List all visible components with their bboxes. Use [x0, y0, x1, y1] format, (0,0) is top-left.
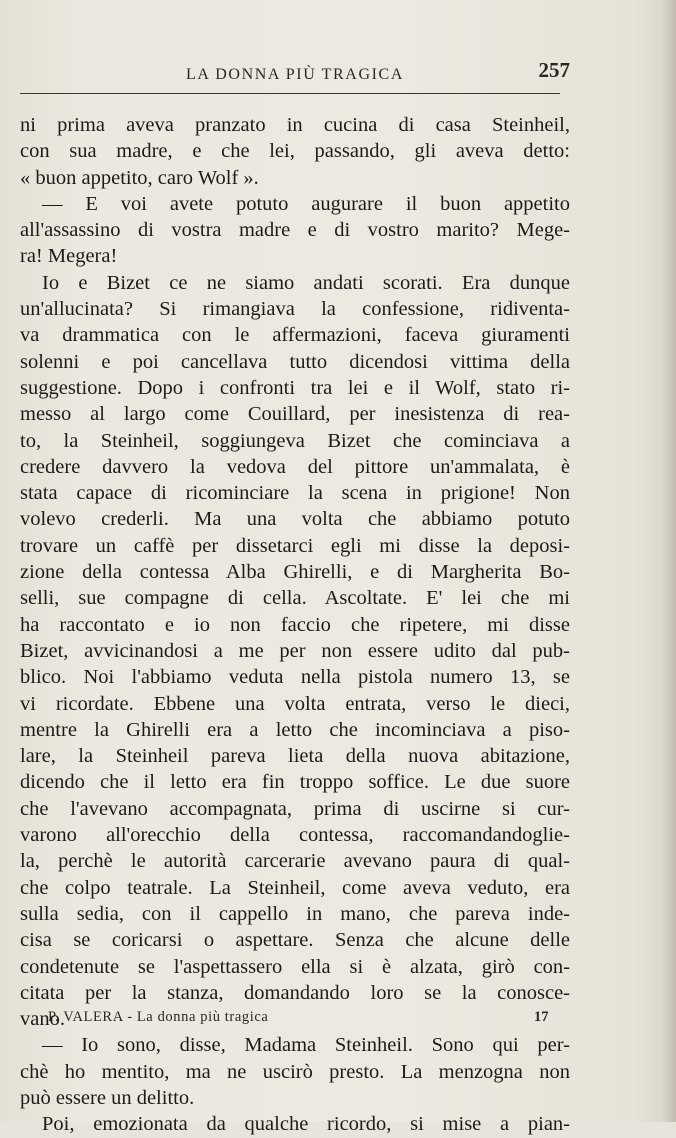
running-title: LA DONNA PIÙ TRAGICA — [186, 66, 404, 83]
text-line: trovare un caffè per dissetarci egli mi disse la deposi- — [20, 534, 570, 557]
text-line: solenni e poi cancellava tutto dicendosi vittima della — [20, 350, 570, 373]
text-line: citata per la stanza, domandando loro se la conosce- — [20, 981, 570, 1004]
text-line: messo al largo come Couillard, per inesistenza di rea- — [20, 403, 570, 426]
text-line: selli, sue compagne di cella. Ascoltate. E' lei che mi — [20, 587, 570, 610]
text-line: « buon appetito, caro Wolf ». — [20, 166, 259, 189]
text-line: sulla sedia, con il cappello in mano, che pareva inde- — [20, 902, 570, 925]
text-line: lare, la Steinheil pareva lieta della nuova abitazione, — [20, 745, 570, 768]
text-line: Io e Bizet ce ne siamo andati scorati. Era dunque — [42, 271, 570, 294]
text-line: può essere un delitto. — [20, 1086, 195, 1109]
text-line: — Io sono, disse, Madama Steinheil. Sono qui per- — [42, 1034, 570, 1057]
text-line: zione della contessa Alba Ghirelli, e di Margherita Bo- — [20, 561, 570, 584]
signature-footer — [48, 1009, 548, 1033]
text-line: cisa se coricarsi o aspettare. Senza che alcune delle — [20, 929, 570, 952]
text-line: ni prima aveva pranzato in cucina di casa Steinheil, — [20, 114, 570, 136]
text-line: vano. — [20, 1008, 65, 1031]
text-line: Poi, emozionata da qualche ricordo, si mise a pian- — [42, 1113, 570, 1136]
text-line: dicendo che il letto era fin troppo soffice. Le due suore — [20, 771, 570, 794]
text-line: va drammatica con le affermazioni, faceva giuramenti — [20, 324, 570, 347]
text-line: condetenute se l'aspettassero ella si è alzata, girò con- — [20, 955, 570, 978]
text-line: Bizet, avvicinandosi a me per non essere udito dal pub- — [20, 639, 570, 662]
page-edge-shadow — [662, 0, 676, 1122]
text-line: che l'avevano accompagnata, prima di uscirne si cur- — [20, 797, 570, 820]
text-line: suggestione. Dopo i confronti tra lei e il Wolf, stato ri- — [20, 376, 570, 399]
text-line: che colpo teatrale. La Steinheil, come aveva veduto, era — [20, 876, 570, 899]
printer-signature: P. VALERA - La donna più tragica — [48, 1009, 269, 1025]
text-line: ha raccontato e io non faccio che ripetere, mi disse — [20, 613, 570, 636]
text-line: vi ricordate. Ebbene una volta entrata, verso le dieci, — [20, 692, 570, 715]
page-number: 257 — [538, 58, 570, 82]
body-text — [20, 112, 570, 1138]
text-line: chè ho mentito, ma ne uscirò presto. La menzogna non — [20, 1060, 570, 1083]
text-line: con sua madre, e che lei, passando, gli aveva detto: — [20, 140, 570, 163]
header-rule — [20, 93, 560, 94]
text-line: volevo crederli. Ma una volta che abbiamo potuto — [20, 508, 570, 531]
text-line: stata capace di ricominciare la scena in prigione! Non — [20, 482, 570, 505]
text-line: blico. Noi l'abbiamo veduta nella pistola numero 13, se — [20, 666, 570, 689]
text-line: — E voi avete potuto augurare il buon appetito — [42, 192, 570, 215]
text-line: un'allucinata? Si rimangiava la confessione, ridiventa- — [20, 298, 570, 321]
signature-number: 17 — [534, 1009, 549, 1025]
text-line: mentre la Ghirelli era a letto che incominciava a piso- — [20, 718, 570, 741]
text-line: all'assassino di vostra madre e di vostro marito? Mege- — [20, 219, 570, 242]
text-line: varono all'orecchio della contessa, raccomandandoglie- — [20, 824, 570, 847]
text-line: ra! Megera! — [20, 245, 118, 268]
text-line: la, perchè le autorità carcerarie avevano paura di qual- — [20, 850, 570, 873]
text-line: to, la Steinheil, soggiungeva Bizet che cominciava a — [20, 429, 570, 452]
running-head — [20, 58, 570, 92]
text-line: credere davvero la vedova del pittore un'ammalata, è — [20, 455, 570, 478]
